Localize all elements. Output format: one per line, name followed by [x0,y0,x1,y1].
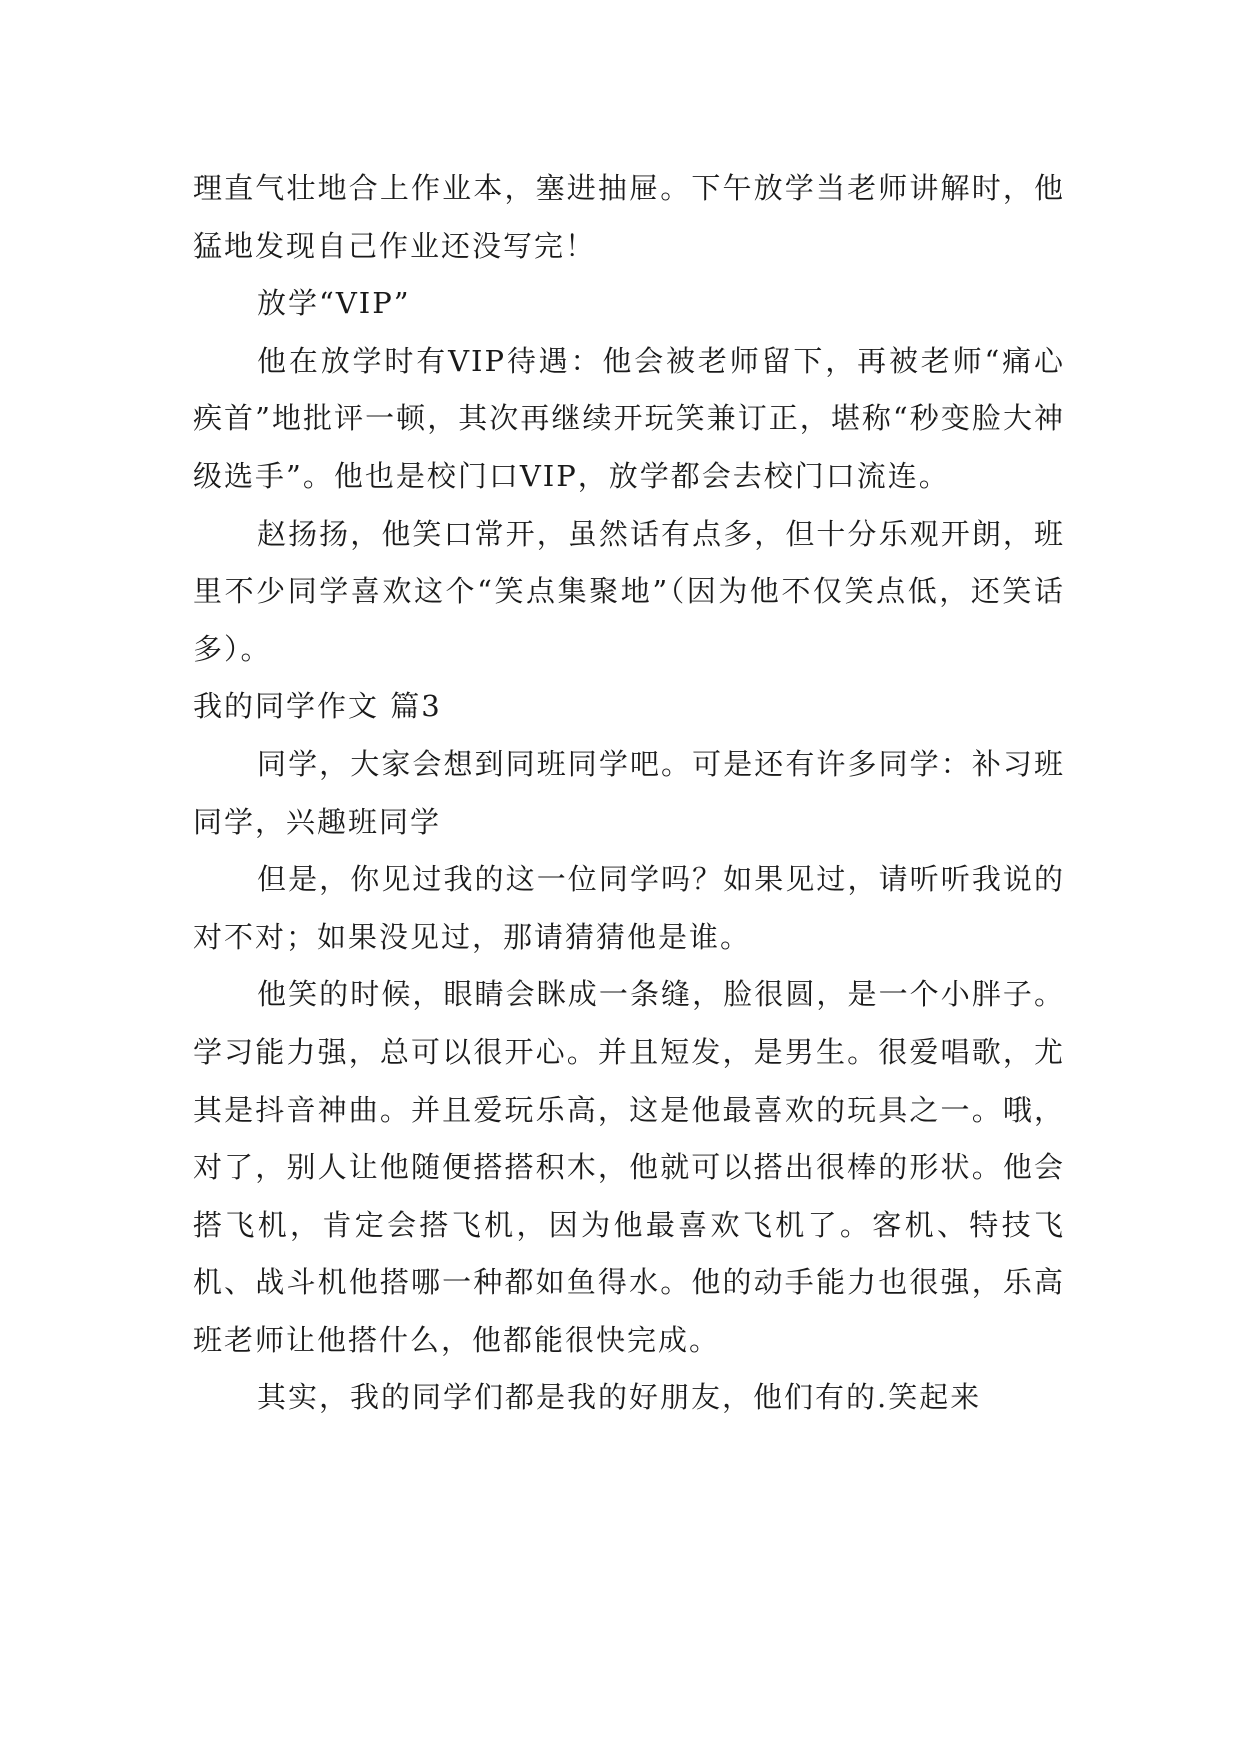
paragraph-continuation: 理直气壮地合上作业本，塞进抽屉。下午放学当老师讲解时，他猛地发现自己作业还没写完！ [193,171,1065,263]
paragraph-description: 他笑的时候，眼睛会眯成一条缝，脸很圆，是一个小胖子。学习能力强，总可以很开心。并且短发，是男生。很爱唱歌，尤其是抖音神曲。并且爱玩乐高，这是他最喜欢的玩具之一。哦，对了，别人让他随便搭搭积木，他就可以搭出很棒的形状。他会搭飞机，肯定会搭飞机，因为他最喜欢飞机了。客机、特技飞机、战斗机他搭哪一种都如鱼得水。他的动手能力也很强，乐高班老师让他搭什么，他都能很快完成。 [193,977,1065,1357]
paragraph-zhao-yangyang: 赵扬扬，他笑口常开，虽然话有点多，但十分乐观开朗，班里不少同学喜欢这个“笑点集聚地”（因为他不仅笑点低，还笑话多）。 [193,516,1065,666]
document-body [193,160,1065,1427]
paragraph-guess-who: 但是，你见过我的这一位同学吗？如果见过，请听听我说的对不对；如果没见过，那请猜猜他是谁。 [193,862,1065,954]
paragraph-closing: 其实，我的同学们都是我的好朋友，他们有的.笑起来 [257,1380,982,1415]
paragraph-classmates-intro: 同学，大家会想到同班同学吧。可是还有许多同学：补习班同学，兴趣班同学 [193,746,1065,839]
paragraph-vip: 他在放学时有VIP待遇：他会被老师留下，再被老师“痛心疾首”地批评一顿，其次再继续开玩笑兼订正，堪称“秒变脸大神级选手”。他也是校门口VIP，放学都会去校门口流连。 [193,343,1065,493]
paragraph-subheading-vip: 放学“VIP” [257,286,411,321]
essay-heading: 我的同学作文 篇3 [193,689,442,724]
